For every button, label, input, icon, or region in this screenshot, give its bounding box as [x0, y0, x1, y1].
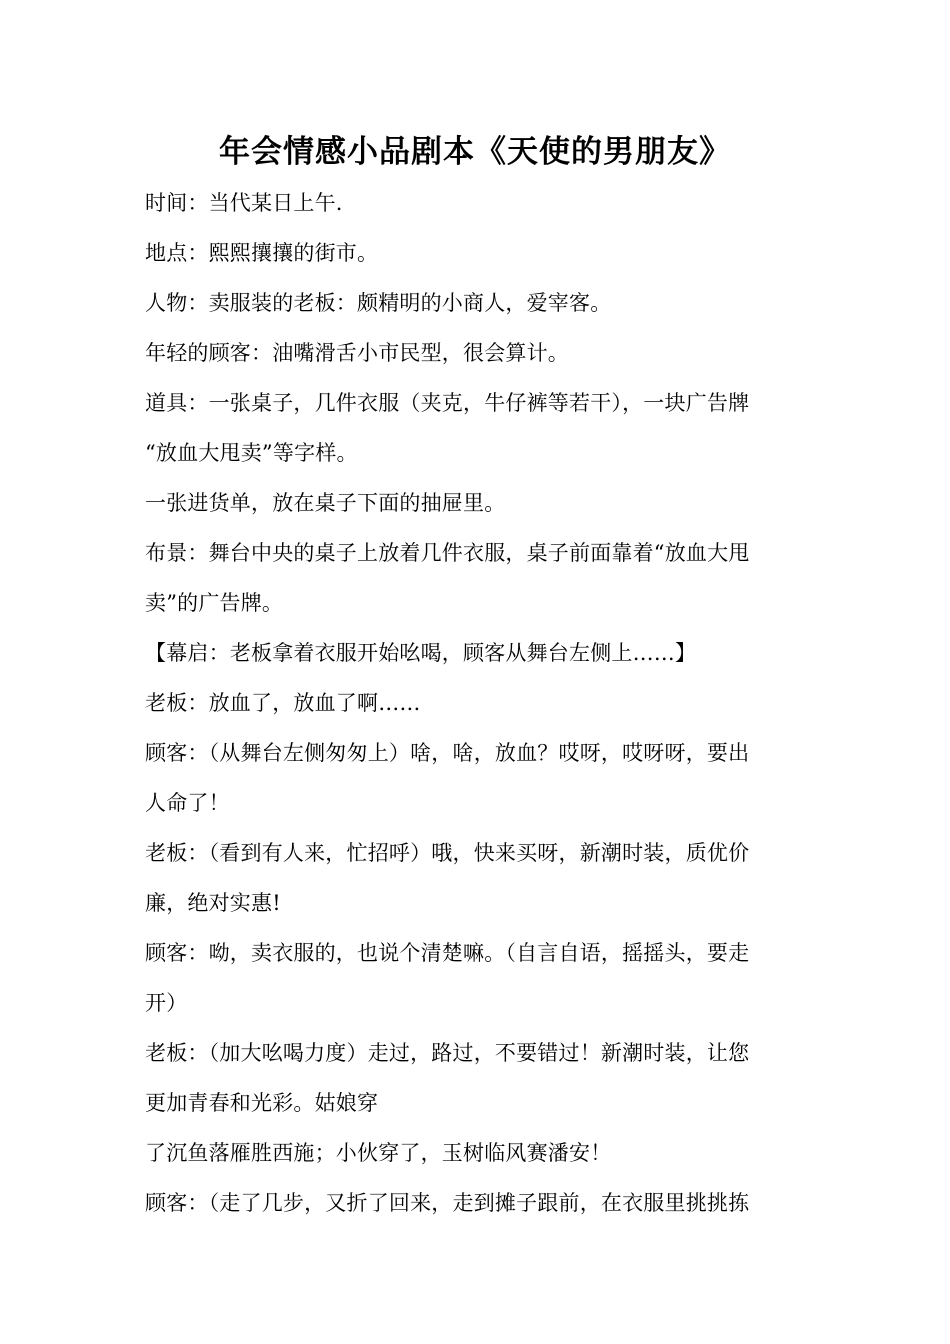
text-line: 道具：一张桌子，几件衣服（夹克，牛仔裤等若干），一块广告牌 — [145, 391, 750, 415]
document-body — [145, 178, 805, 1228]
text-line: 人命了！ — [145, 791, 230, 815]
text-line: 廉，绝对实惠! — [145, 891, 281, 915]
text-line: 布景：舞台中央的桌子上放着几件衣服，桌子前面靠着“放血大甩 — [145, 541, 750, 565]
text-line: 更加青春和光彩。姑娘穿 — [145, 1091, 379, 1115]
text-line: 【幕启：老板拿着衣服开始吆喝，顾客从舞台左侧上……】 — [145, 641, 697, 665]
document-title: 年会情感小品剧本《天使的男朋友》 — [219, 134, 731, 170]
text-line: 了沉鱼落雁胜西施；小伙穿了，玉树临风赛潘安！ — [145, 1141, 612, 1165]
text-line: 人物：卖服装的老板：颇精明的小商人，爱宰客。 — [145, 291, 612, 315]
text-line: 开） — [145, 991, 188, 1015]
text-line: 卖”的广告牌。 — [145, 591, 284, 615]
text-line: 顾客：呦，卖衣服的，也说个清楚嘛。（自言自语，摇摇头，要走 — [145, 941, 750, 965]
text-line: 年轻的顾客：油嘴滑舌小市民型，很会算计。 — [145, 341, 569, 365]
text-line: 老板：放血了，放血了啊…… — [145, 691, 421, 715]
text-line: 顾客：（走了几步，又折了回来，走到摊子跟前，在衣服里挑挑拣 — [145, 1191, 750, 1215]
text-line: 老板：（看到有人来，忙招呼）哦，快来买呀，新潮时装，质优价 — [145, 841, 750, 865]
text-line: 老板：（加大吆喝力度）走过，路过，不要错过！新潮时装，让您 — [145, 1041, 750, 1065]
text-line: 地点：熙熙攘攘的街市。 — [145, 241, 379, 265]
text-line: 一张进货单，放在桌子下面的抽屉里。 — [145, 491, 506, 515]
text-line: 时间：当代某日上午. — [145, 191, 343, 215]
text-line: “放血大甩卖”等字样。 — [145, 441, 358, 465]
text-line: 顾客：（从舞台左侧匆匆上）啥，啥，放血？哎呀，哎呀呀，要出 — [145, 741, 750, 765]
